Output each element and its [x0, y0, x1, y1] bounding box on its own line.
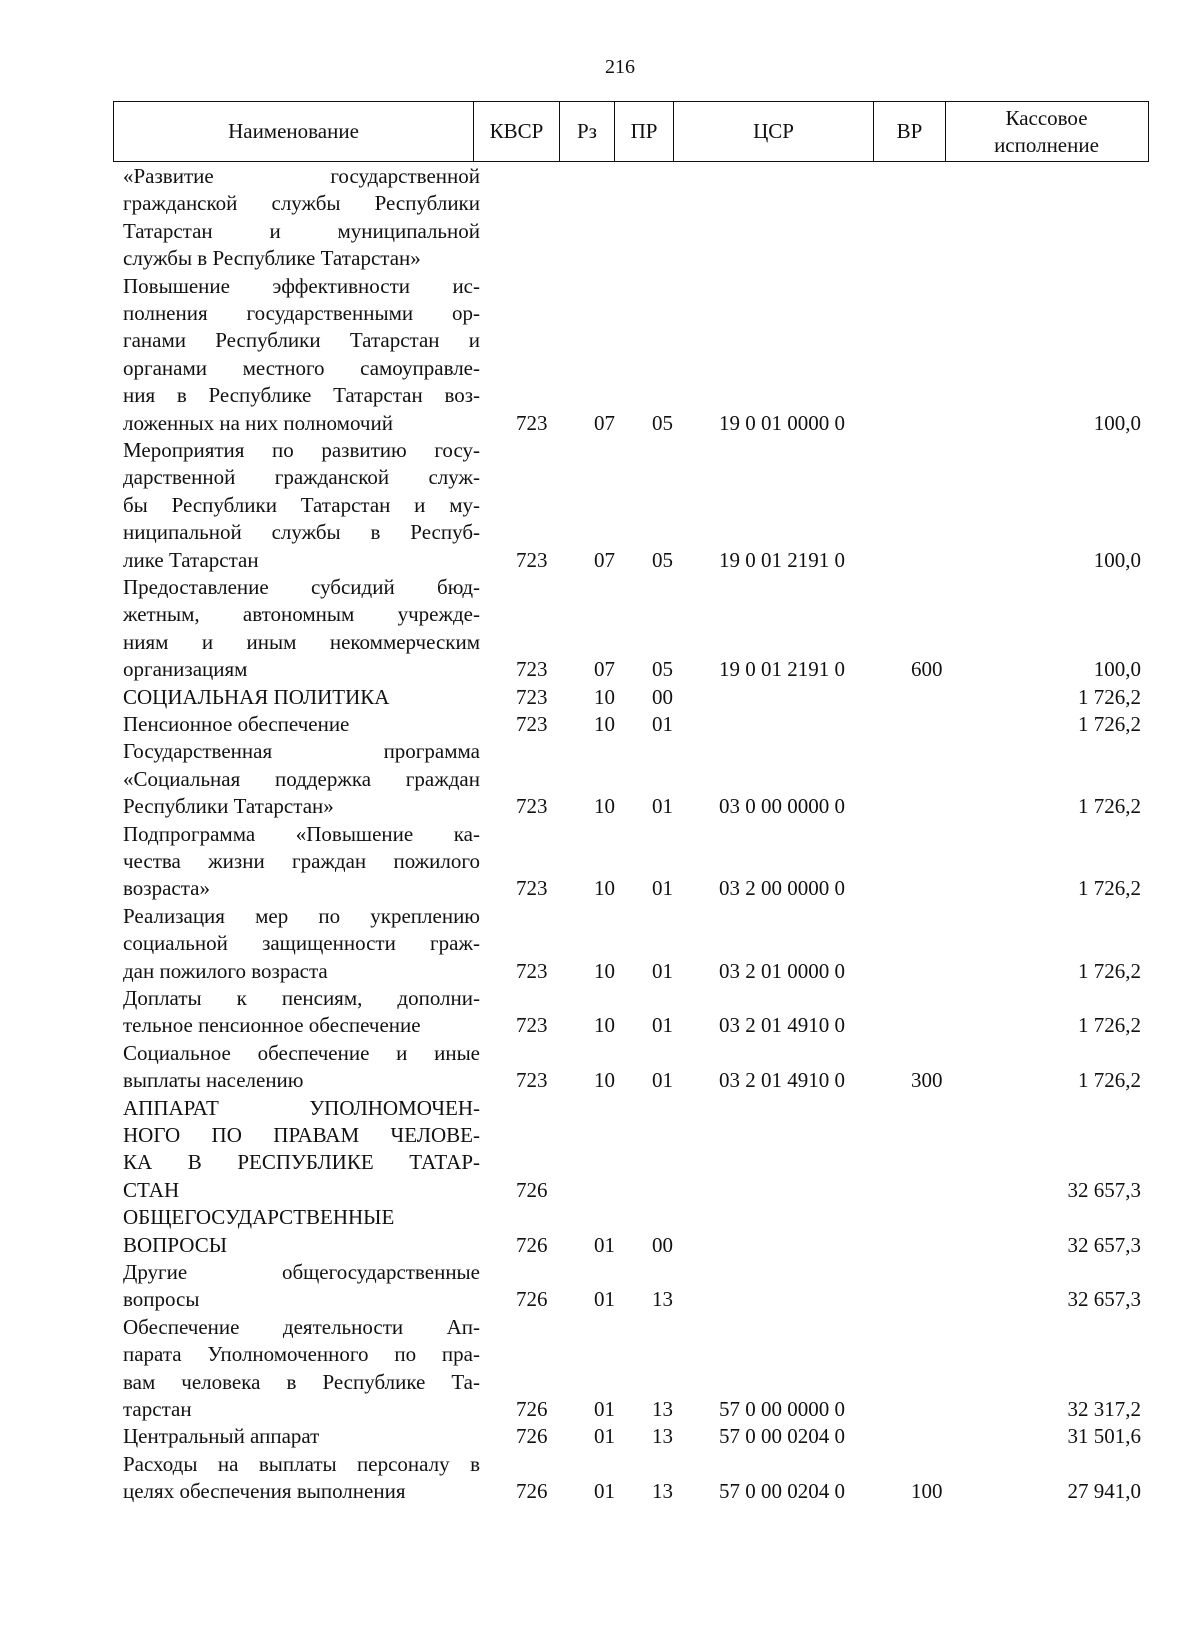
cell-pr: 01: [652, 958, 673, 983]
row-name-line: чества жизни граждан пожилого: [123, 848, 480, 873]
row-name-line: жетным, автономным учрежде-: [123, 602, 480, 627]
row-name-line: Другие общегосударственные: [123, 1260, 480, 1284]
cell-rz: 01: [594, 1287, 615, 1312]
cell-pr: 01: [652, 1068, 673, 1093]
table-row: [0, 903, 1200, 985]
cell-rz: 01: [594, 1424, 615, 1449]
cell-rz: 10: [594, 1068, 615, 1093]
cell-pr: 01: [652, 794, 673, 819]
column-header-name: Наименование: [114, 102, 474, 161]
cell-sum: 1 726,2: [1078, 1013, 1141, 1038]
cell-rz: 01: [594, 1479, 615, 1504]
row-name-line: КА В РЕСПУБЛИКЕ ТАТАР-: [123, 1150, 480, 1175]
row-name: [123, 1095, 480, 1205]
table-row: [0, 1259, 1200, 1314]
cell-pr: 00: [652, 1232, 673, 1257]
cell-csr: 57 0 00 0000 0: [719, 1396, 845, 1421]
column-header-kvsr: КВСР: [474, 102, 560, 161]
row-name-line: ложенных на них полномочий: [123, 410, 393, 435]
table-row: [0, 273, 1200, 437]
row-name-line: Предоставление субсидий бюд-: [123, 575, 480, 599]
row-name-line: Повышение эффективности ис-: [123, 273, 480, 298]
cell-vr: 100: [911, 1479, 943, 1504]
cell-csr: 03 2 01 4910 0: [719, 1013, 845, 1038]
table-row: [0, 1204, 1200, 1259]
cell-pr: 05: [652, 547, 673, 572]
column-header-vr: ВР: [874, 102, 946, 161]
cell-rz: 10: [594, 712, 615, 736]
cell-rz: 01: [594, 1396, 615, 1421]
row-name-line: гражданской службы Республики: [123, 191, 480, 216]
column-header-csr: ЦСР: [674, 102, 874, 161]
row-name: [123, 574, 480, 684]
row-name-line: Обеспечение деятельности Ап-: [123, 1314, 480, 1339]
row-name-line: органами местного самоуправле-: [123, 355, 480, 380]
cell-sum: 32 657,3: [1067, 1177, 1141, 1202]
cell-sum: 1 726,2: [1078, 876, 1141, 901]
cell-csr: 57 0 00 0204 0: [719, 1479, 845, 1504]
column-header-rz: Рз: [560, 102, 615, 161]
cell-rz: 07: [594, 410, 615, 435]
table-row: [0, 437, 1200, 574]
row-name-line: тарстан: [123, 1396, 192, 1421]
row-name-line: Доплаты к пенсиям, дополни-: [123, 986, 480, 1010]
cell-sum: 100,0: [1093, 547, 1141, 572]
table-row: [0, 1423, 1200, 1450]
cell-kvsr: 723: [516, 876, 548, 901]
cell-sum: 32 657,3: [1067, 1287, 1141, 1312]
row-name: [123, 1314, 480, 1424]
cell-rz: 10: [594, 684, 615, 709]
cell-rz: 10: [594, 876, 615, 901]
cell-rz: 10: [594, 958, 615, 983]
cell-rz: 01: [594, 1232, 615, 1257]
row-name: [123, 903, 480, 985]
cell-sum: 1 726,2: [1078, 684, 1141, 709]
row-name: [123, 821, 480, 903]
table-row: [0, 1314, 1200, 1424]
row-name-line: АППАРАТ УПОЛНОМОЧЕН-: [123, 1095, 480, 1120]
cell-pr: 13: [652, 1424, 673, 1449]
row-name: [123, 1451, 480, 1506]
row-name: [123, 1204, 480, 1259]
cell-csr: 03 2 01 4910 0: [719, 1068, 845, 1093]
cell-kvsr: 726: [516, 1232, 548, 1257]
row-name: [123, 437, 480, 574]
cell-sum: 1 726,2: [1078, 958, 1141, 983]
cell-pr: 13: [652, 1396, 673, 1421]
row-name-line: «Социальная поддержка граждан: [123, 766, 480, 791]
cell-sum: 1 726,2: [1078, 1068, 1141, 1093]
cell-kvsr: 723: [516, 657, 548, 682]
cell-sum: 27 941,0: [1067, 1479, 1141, 1504]
cell-kvsr: 723: [516, 1013, 548, 1038]
cell-pr: 13: [652, 1287, 673, 1312]
row-name-line: «Развитие государственной: [123, 164, 480, 188]
cell-csr: 19 0 01 2191 0: [719, 547, 845, 572]
cell-csr: 03 0 00 0000 0: [719, 794, 845, 819]
cell-kvsr: 726: [516, 1479, 548, 1504]
cell-kvsr: 726: [516, 1424, 548, 1449]
row-name-line: Расходы на выплаты персоналу в: [123, 1451, 480, 1476]
table-row: [0, 738, 1200, 820]
row-name-line: бы Республики Татарстан и му-: [123, 492, 480, 517]
row-name-line: выплаты населению: [123, 1068, 304, 1093]
row-name-line: ния в Республике Татарстан воз-: [123, 383, 480, 408]
row-name-line: ВОПРОСЫ: [123, 1232, 228, 1257]
row-name-line: парата Уполномоченного по пра-: [123, 1342, 480, 1367]
row-name-line: ганами Республики Татарстан и: [123, 328, 480, 353]
cell-vr: 300: [911, 1068, 943, 1093]
row-name-line: Социальное обеспечение и иные: [123, 1040, 480, 1065]
cell-kvsr: 723: [516, 958, 548, 983]
table-header: [113, 101, 1149, 162]
row-name-line: социальной защищенности граж-: [123, 931, 480, 956]
cell-pr: 13: [652, 1479, 673, 1504]
cell-vr: 600: [911, 657, 943, 682]
row-name-line: организациям: [123, 657, 248, 682]
row-name-line: лике Татарстан: [123, 547, 259, 572]
cell-kvsr: 726: [516, 1396, 548, 1421]
table-row: [0, 985, 1200, 1040]
cell-rz: 07: [594, 547, 615, 572]
cell-sum: 100,0: [1093, 657, 1141, 682]
cell-kvsr: 723: [516, 1068, 548, 1093]
row-name-line: вам человека в Республике Та-: [123, 1369, 480, 1394]
row-name-line: СТАН: [123, 1177, 180, 1202]
cell-csr: 19 0 01 2191 0: [719, 657, 845, 682]
row-name-line: Пенсионное обеспечение: [123, 712, 350, 736]
cell-pr: 05: [652, 657, 673, 682]
cell-kvsr: 726: [516, 1287, 548, 1312]
row-name-line: СОЦИАЛЬНАЯ ПОЛИТИКА: [123, 684, 390, 709]
cell-pr: 01: [652, 876, 673, 901]
table-row: [0, 684, 1200, 711]
row-name: [123, 163, 480, 273]
row-name: [123, 273, 480, 437]
cell-sum: 31 501,6: [1067, 1424, 1141, 1449]
row-name-line: Мероприятия по развитию госу-: [123, 438, 480, 462]
row-name-line: службы в Республике Татарстан»: [123, 246, 421, 271]
cell-sum: 32 657,3: [1067, 1232, 1141, 1257]
cell-pr: 01: [652, 712, 673, 736]
row-name-line: целях обеспечения выполнения: [123, 1479, 406, 1504]
table-row: [0, 574, 1200, 684]
cell-kvsr: 723: [516, 547, 548, 572]
row-name-line: Государственная программа: [123, 739, 480, 764]
cell-kvsr: 723: [516, 794, 548, 819]
cell-sum: 1 726,2: [1078, 712, 1141, 736]
row-name: [123, 1040, 480, 1095]
cell-csr: 19 0 01 0000 0: [719, 410, 845, 435]
row-name: [123, 1259, 480, 1314]
cell-pr: 01: [652, 1013, 673, 1038]
table-row: [0, 1095, 1200, 1205]
cell-kvsr: 723: [516, 684, 548, 709]
row-name-line: ниципальной службы в Респуб-: [123, 520, 480, 545]
row-name-line: дан пожилого возраста: [123, 958, 328, 983]
cell-pr: 05: [652, 410, 673, 435]
row-name-line: ниям и иным некоммерческим: [123, 629, 480, 654]
row-name-line: дарственной гражданской служ-: [123, 465, 480, 490]
table-row: [0, 163, 1200, 273]
row-name-line: НОГО ПО ПРАВАМ ЧЕЛОВЕ-: [123, 1122, 480, 1147]
row-name-line: вопросы: [123, 1287, 200, 1312]
row-name: [123, 738, 480, 820]
row-name: [123, 985, 480, 1040]
row-name: [123, 1423, 480, 1450]
table-row: [0, 711, 1200, 738]
cell-kvsr: 723: [516, 410, 548, 435]
row-name-line: полнения государственными ор-: [123, 300, 480, 325]
row-name: [123, 684, 480, 711]
cell-pr: 00: [652, 684, 673, 709]
table-row: [0, 821, 1200, 903]
row-name-line: Татарстан и муниципальной: [123, 218, 480, 243]
cell-rz: 10: [594, 794, 615, 819]
row-name-line: Подпрограмма «Повышение ка-: [123, 821, 480, 846]
cell-csr: 57 0 00 0204 0: [719, 1424, 845, 1449]
cell-rz: 10: [594, 1013, 615, 1038]
cell-csr: 03 2 01 0000 0: [719, 958, 845, 983]
cell-csr: 03 2 00 0000 0: [719, 876, 845, 901]
row-name-line: тельное пенсионное обеспечение: [123, 1013, 421, 1038]
cell-sum: 1 726,2: [1078, 794, 1141, 819]
column-header-sum: Кассовое исполнение: [994, 106, 1099, 157]
cell-rz: 07: [594, 657, 615, 682]
row-name: [123, 711, 480, 738]
row-name-line: Реализация мер по укреплению: [123, 903, 480, 928]
table-row: [0, 1040, 1200, 1095]
table-row: [0, 1451, 1200, 1506]
row-name-line: Республики Татарстан»: [123, 794, 334, 819]
cell-sum: 32 317,2: [1067, 1396, 1141, 1421]
column-header-pr: ПР: [615, 102, 674, 161]
cell-kvsr: 723: [516, 712, 548, 736]
cell-kvsr: 726: [516, 1177, 548, 1202]
row-name-line: возраста»: [123, 876, 210, 901]
row-name-line: ОБЩЕГОСУДАРСТВЕННЫЕ: [123, 1205, 395, 1230]
cell-sum: 100,0: [1093, 410, 1141, 435]
row-name-line: Центральный аппарат: [123, 1424, 320, 1449]
page-number: 216: [605, 56, 635, 78]
